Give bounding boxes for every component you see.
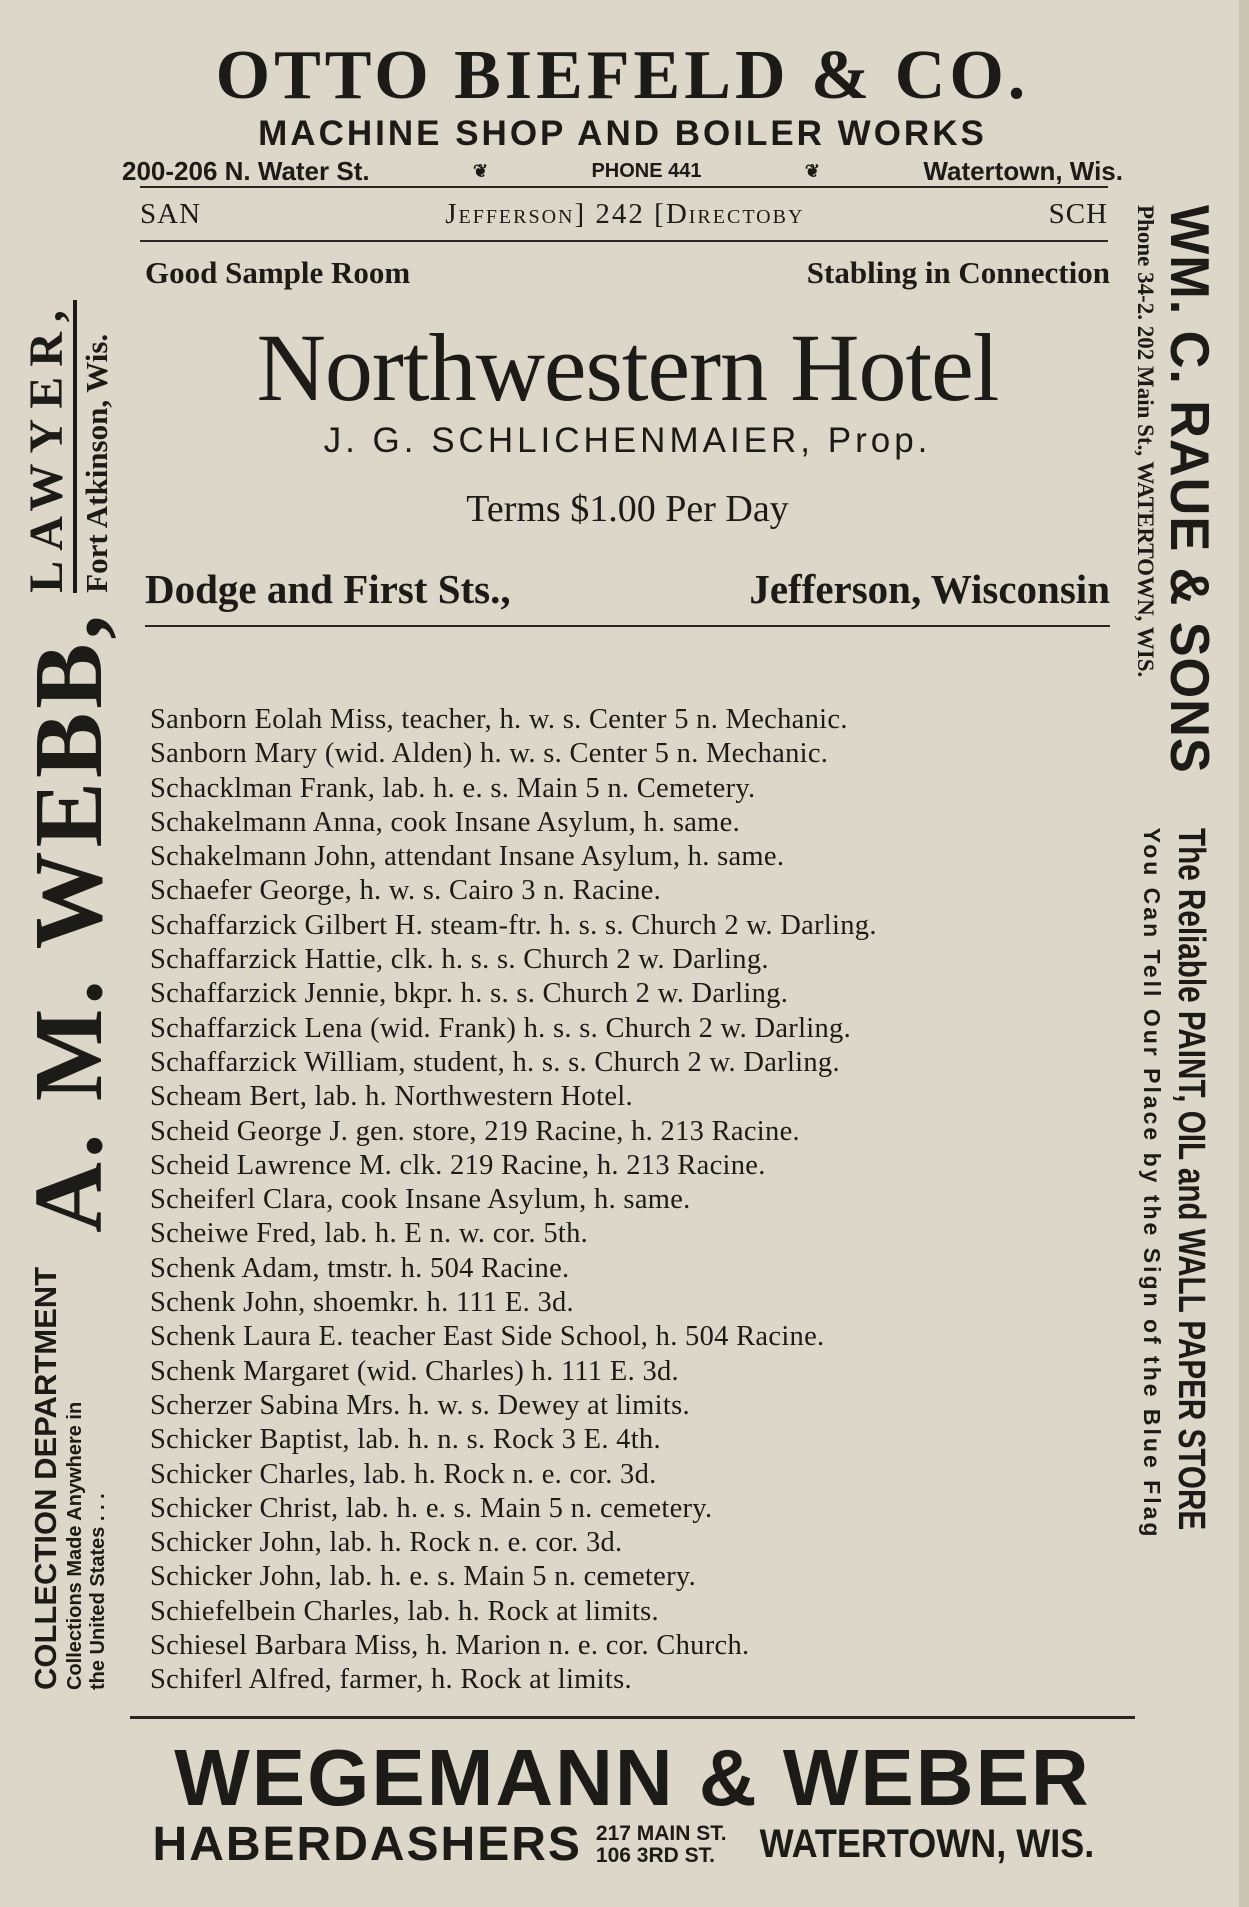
bottom-ad-address-2: 106 3RD ST. <box>595 1843 715 1867</box>
list-item: Schaffarzick Jennie, bkpr. h. s. s. Church 2 w. Darling. <box>150 978 789 1010</box>
list-item: Schaffarzick William, student, h. s. s. Church 2 w. Darling. <box>150 1046 840 1078</box>
list-item: Schenk Margaret (wid. Charles) h. 111 E. 3d. <box>150 1355 679 1387</box>
bottom-advertisement <box>130 1716 1135 1872</box>
list-item: Schicker Baptist, lab. h. n. s. Rock 3 E. 4th. <box>150 1424 661 1456</box>
list-item: Schakelmann John, attendant Insane Asylum, h. same. <box>150 841 785 873</box>
page-edge <box>1239 0 1249 1907</box>
collection-sub-2: the United States . . . <box>86 1493 109 1690</box>
list-item: Schaffarzick Lena (wid. Frank) h. s. s. Church 2 w. Darling. <box>150 1012 852 1044</box>
top-ad-phone: PHONE 441 <box>591 160 702 182</box>
list-item: Schicker Charles, lab. h. Rock n. e. cor. 3d. <box>150 1458 657 1490</box>
running-head <box>140 186 1108 242</box>
list-item: Scheiwe Fred, lab. h. E n. w. cor. 5th. <box>150 1218 589 1250</box>
list-item: Schacklman Frank, lab. h. e. s. Main 5 n. Cemetery. <box>150 772 756 804</box>
list-item: Schenk Adam, tmstr. h. 504 Racine. <box>150 1252 570 1284</box>
list-item: Scheiferl Clara, cook Insane Asylum, h. same. <box>150 1184 691 1216</box>
list-item: Scheid Lawrence M. clk. 219 Racine, h. 213 Racine. <box>150 1149 766 1181</box>
lawyer-town: Fort Atkinson, Wis. <box>78 333 114 593</box>
lawyer-title: LAWYER, <box>21 300 77 593</box>
directory-listings <box>150 703 1110 1698</box>
paint-slogan: The Reliable PAINT, OIL and WALL PAPER STORE <box>1170 827 1212 1530</box>
hotel-advertisement <box>145 255 1110 627</box>
hotel-location-row <box>145 565 1110 627</box>
list-item: Sanborn Eolah Miss, teacher, h. w. s. Center 5 n. Mechanic. <box>150 704 848 735</box>
list-item: Schicker John, lab. h. Rock n. e. cor. 3d. <box>150 1527 623 1559</box>
top-ad-address-line <box>120 154 1125 188</box>
top-advertisement <box>120 38 1125 188</box>
list-item: Schakelmann Anna, cook Insane Asylum, h. same. <box>150 806 741 838</box>
top-ad-address: 200-206 N. Water St. <box>122 156 370 186</box>
top-ad-firm: OTTO BIEFELD & CO. <box>215 37 1030 114</box>
collection-department: COLLECTION DEPARTMENT <box>27 1266 63 1690</box>
running-head-center: Jefferson] 242 [Directoby <box>445 197 805 230</box>
list-item: Scheid George J. gen. store, 219 Racine, h. 213 Racine. <box>150 1115 800 1147</box>
list-item: Schicker John, lab. h. e. s. Main 5 n. cemetery. <box>150 1561 696 1593</box>
top-ad-city: Watertown, Wis. <box>923 156 1123 186</box>
list-item: Schiesel Barbara Miss, h. Marion n. e. cor. Church. <box>150 1630 750 1662</box>
bottom-ad-address <box>596 1823 727 1867</box>
list-item: Schaefer George, h. w. s. Cairo 3 n. Racine. <box>150 875 662 907</box>
bottom-ad-line <box>130 1817 1135 1872</box>
list-item: Schiefelbein Charles, lab. h. Rock at limits. <box>150 1595 659 1627</box>
collection-block <box>28 1267 110 1690</box>
left-margin-advertisement <box>16 200 121 1700</box>
hotel-terms: Terms $1.00 Per Day <box>466 488 789 530</box>
lawyer-block <box>21 300 117 593</box>
ornament-icon: ❦ <box>804 161 821 181</box>
top-ad-trade: MACHINE SHOP AND BOILER WORKS <box>258 114 987 153</box>
lawyer-name: A. M. WEBB, <box>14 610 123 1233</box>
list-item: Scheam Bert, lab. h. Northwestern Hotel. <box>150 1081 633 1113</box>
running-head-right: SCH <box>1048 197 1108 230</box>
hotel-location-right: Jefferson, Wisconsin <box>749 566 1110 612</box>
bottom-ad-firm: WEGEMANN & WEBER <box>174 1733 1091 1822</box>
raue-address: Phone 34-2. 202 Main St., WATERTOWN, WIS. <box>1133 205 1158 678</box>
list-item: Schicker Christ, lab. h. e. s. Main 5 n. cemetery. <box>150 1492 713 1524</box>
right-margin-advertisement <box>1121 205 1229 1705</box>
list-item: Schaffarzick Gilbert H. steam-ftr. h. s. s. Church 2 w. Darling. <box>150 909 877 941</box>
paint-block <box>1136 828 1214 1728</box>
hotel-right-tag: Stabling in Connection <box>806 255 1110 290</box>
hotel-location-left: Dodge and First Sts., <box>145 566 511 612</box>
raue-firm: WM. C. RAUE & SONS <box>1159 205 1221 774</box>
list-item: Schenk John, shoemkr. h. 111 E. 3d. <box>150 1287 574 1319</box>
bottom-ad-address-1: 217 MAIN ST. <box>595 1821 727 1845</box>
hotel-tag-row <box>145 255 1110 291</box>
hotel-name: Northwestern Hotel <box>256 314 999 421</box>
hotel-proprietor: J. G. SCHLICHENMAIER, Prop. <box>323 421 932 460</box>
raue-block <box>1130 205 1220 804</box>
list-item: Schaffarzick Hattie, clk. h. s. s. Church 2 w. Darling. <box>150 944 769 976</box>
list-item: Schiferl Alfred, farmer, h. Rock at limits. <box>150 1664 632 1696</box>
collection-sub-1: Collections Made Anywhere in <box>63 1401 86 1690</box>
bottom-ad-trade: HABERDASHERS <box>152 1818 582 1871</box>
list-item: Sanborn Mary (wid. Alden) h. w. s. Center 5 n. Mechanic. <box>150 738 829 770</box>
list-item: Scherzer Sabina Mrs. h. w. s. Dewey at limits. <box>150 1389 690 1421</box>
blue-flag-sign: You Can Tell Our Place by the Sign of the Blue Flag <box>1139 827 1165 1540</box>
bottom-ad-city: WATERTOWN, WIS. <box>759 1822 1094 1866</box>
list-item: Schenk Laura E. teacher East Side School, h. 504 Racine. <box>150 1321 825 1353</box>
ornament-icon: ❦ <box>472 161 489 181</box>
running-head-left: SAN <box>140 197 202 230</box>
hotel-left-tag: Good Sample Room <box>145 255 411 290</box>
